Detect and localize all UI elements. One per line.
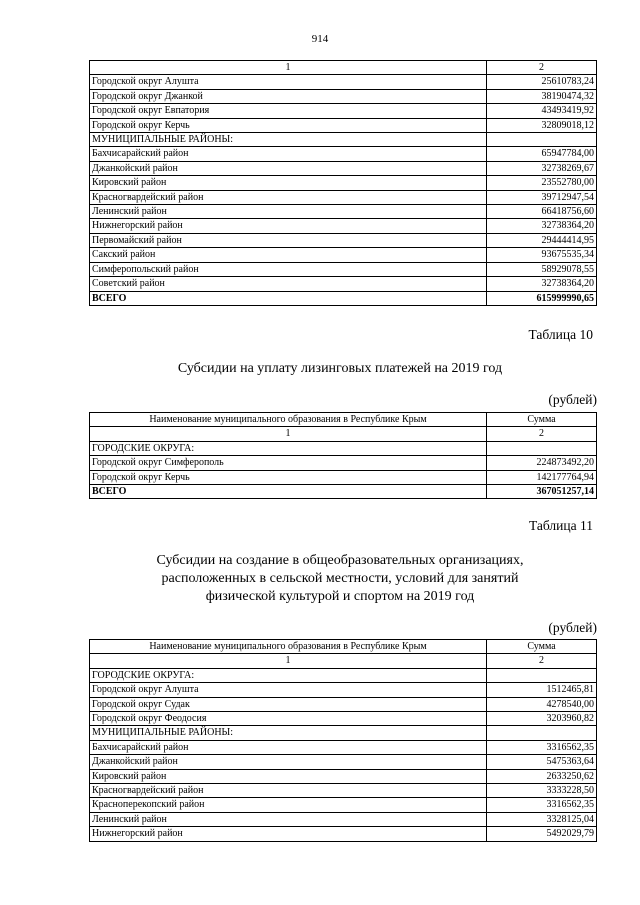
row-value-cell: 32738269,67 [487,161,597,175]
total-label: ВСЕГО [90,291,487,305]
row-value-cell: 32738364,20 [487,277,597,291]
row-name-cell: Кировский район [90,176,487,190]
table-row [90,205,597,219]
row-name-cell: Нижнегорский район [90,827,487,841]
table-row [90,755,597,769]
row-name-cell: ГОРОДСКИЕ ОКРУГА: [90,668,487,682]
table-10-title: Субсидии на уплату лизинговых платежей на 2019 год [177,361,503,376]
row-value-cell: 32738364,20 [487,219,597,233]
column-number-row [90,654,597,668]
table-row [90,812,597,826]
total-value: 367051257,14 [487,485,597,499]
table-header-row [90,413,597,427]
row-value-cell: 224873492,20 [487,456,597,470]
row-value-cell: 1512465,81 [487,683,597,697]
table-row [90,233,597,247]
table-10-label: Таблица 10 [528,327,593,342]
row-value-cell: 3316562,35 [487,740,597,754]
row-value-cell: 25610783,24 [487,75,597,89]
table-header-row [90,640,597,654]
table-row [90,784,597,798]
row-value-cell: 4278540,00 [487,697,597,711]
row-name-cell: Городской округ Симферополь [90,456,487,470]
table-row [90,219,597,233]
table-row [90,798,597,812]
table-11-title [80,552,600,606]
row-value-cell: 32809018,12 [487,118,597,132]
row-value-cell [487,726,597,740]
table-row [90,133,597,147]
row-value-cell: 39712947,54 [487,190,597,204]
table-row [90,740,597,754]
row-name-cell: Джанкойский район [90,161,487,175]
row-name-cell: Бахчисарайский район [90,147,487,161]
column-header-name: Наименование муниципального образования в Республике Крым [90,413,487,427]
row-value-cell: 5475363,64 [487,755,597,769]
row-name-cell: МУНИЦИПАЛЬНЫЕ РАЙОНЫ: [90,133,487,147]
total-label: ВСЕГО [90,485,487,499]
row-value-cell: 3203960,82 [487,712,597,726]
row-name-cell: Кировский район [90,769,487,783]
table-row [90,441,597,455]
table-11-unit: (рублей) [548,620,597,635]
table-11 [89,639,597,842]
table-row [90,118,597,132]
row-name-cell: Городской округ Джанкой [90,89,487,103]
table-row [90,277,597,291]
row-value-cell: 93675535,34 [487,248,597,262]
table-11-title-line-1: Субсидии на создание в общеобразовательных организациях, [156,553,524,568]
row-name-cell: Ленинский район [90,812,487,826]
table-row [90,147,597,161]
row-value-cell: 2633250,62 [487,769,597,783]
row-name-cell: МУНИЦИПАЛЬНЫЕ РАЙОНЫ: [90,726,487,740]
column-number-2: 2 [487,654,597,668]
table-row [90,262,597,276]
column-number-row [90,61,597,75]
column-number-row [90,427,597,441]
table-row [90,683,597,697]
row-value-cell: 3316562,35 [487,798,597,812]
row-value-cell: 5492029,79 [487,827,597,841]
row-value-cell: 38190474,32 [487,89,597,103]
table-row [90,89,597,103]
table-10 [89,412,597,499]
row-name-cell: Городской округ Евпатория [90,104,487,118]
row-name-cell: Советский район [90,277,487,291]
row-name-cell: Городской округ Судак [90,697,487,711]
row-value-cell [487,133,597,147]
row-value-cell: 65947784,00 [487,147,597,161]
row-name-cell: Сакский район [90,248,487,262]
column-header-name: Наименование муниципального образования в Республике Крым [90,640,487,654]
table-row [90,697,597,711]
row-name-cell: Городской округ Алушта [90,683,487,697]
table-continuation [89,60,597,306]
table-row [90,712,597,726]
table-11-label: Таблица 11 [529,518,593,533]
table-row [90,161,597,175]
row-value-cell: 142177764,94 [487,470,597,484]
table-row [90,75,597,89]
column-number-1: 1 [90,654,487,668]
table-row [90,248,597,262]
table-row [90,769,597,783]
table-row [90,668,597,682]
table-row [90,176,597,190]
row-name-cell: Бахчисарайский район [90,740,487,754]
row-name-cell: Симферопольский район [90,262,487,276]
table-row [90,470,597,484]
row-value-cell [487,668,597,682]
table-row [90,456,597,470]
table-row [90,726,597,740]
column-number-2: 2 [487,61,597,75]
row-value-cell: 23552780,00 [487,176,597,190]
row-value-cell: 3333228,50 [487,784,597,798]
column-number-2: 2 [487,427,597,441]
table-row [90,190,597,204]
row-value-cell: 3328125,04 [487,812,597,826]
row-name-cell: Ленинский район [90,205,487,219]
row-name-cell: Красногвардейский район [90,784,487,798]
row-value-cell: 66418756,60 [487,205,597,219]
total-value: 615999990,65 [487,291,597,305]
total-row [90,485,597,499]
row-name-cell: Красноперекопский район [90,798,487,812]
table-row [90,827,597,841]
row-name-cell: Городской округ Феодосия [90,712,487,726]
page-number: 914 [311,33,329,45]
table-11-title-line-2: расположенных в сельской местности, условий для занятий [161,571,519,586]
row-name-cell: Городской округ Керчь [90,470,487,484]
column-number-1: 1 [90,61,487,75]
row-name-cell: ГОРОДСКИЕ ОКРУГА: [90,441,487,455]
column-header-sum: Сумма [487,413,597,427]
row-value-cell: 43493419,92 [487,104,597,118]
table-row [90,104,597,118]
row-name-cell: Городской округ Керчь [90,118,487,132]
row-name-cell: Нижнегорский район [90,219,487,233]
row-name-cell: Джанкойский район [90,755,487,769]
column-number-1: 1 [90,427,487,441]
table-10-unit: (рублей) [548,392,597,407]
column-header-sum: Сумма [487,640,597,654]
row-name-cell: Первомайский район [90,233,487,247]
row-value-cell [487,441,597,455]
table-11-title-line-3: физической культурой и спортом на 2019 год [205,589,475,604]
row-name-cell: Красногвардейский район [90,190,487,204]
row-name-cell: Городской округ Алушта [90,75,487,89]
row-value-cell: 58929078,55 [487,262,597,276]
total-row [90,291,597,305]
row-value-cell: 29444414,95 [487,233,597,247]
